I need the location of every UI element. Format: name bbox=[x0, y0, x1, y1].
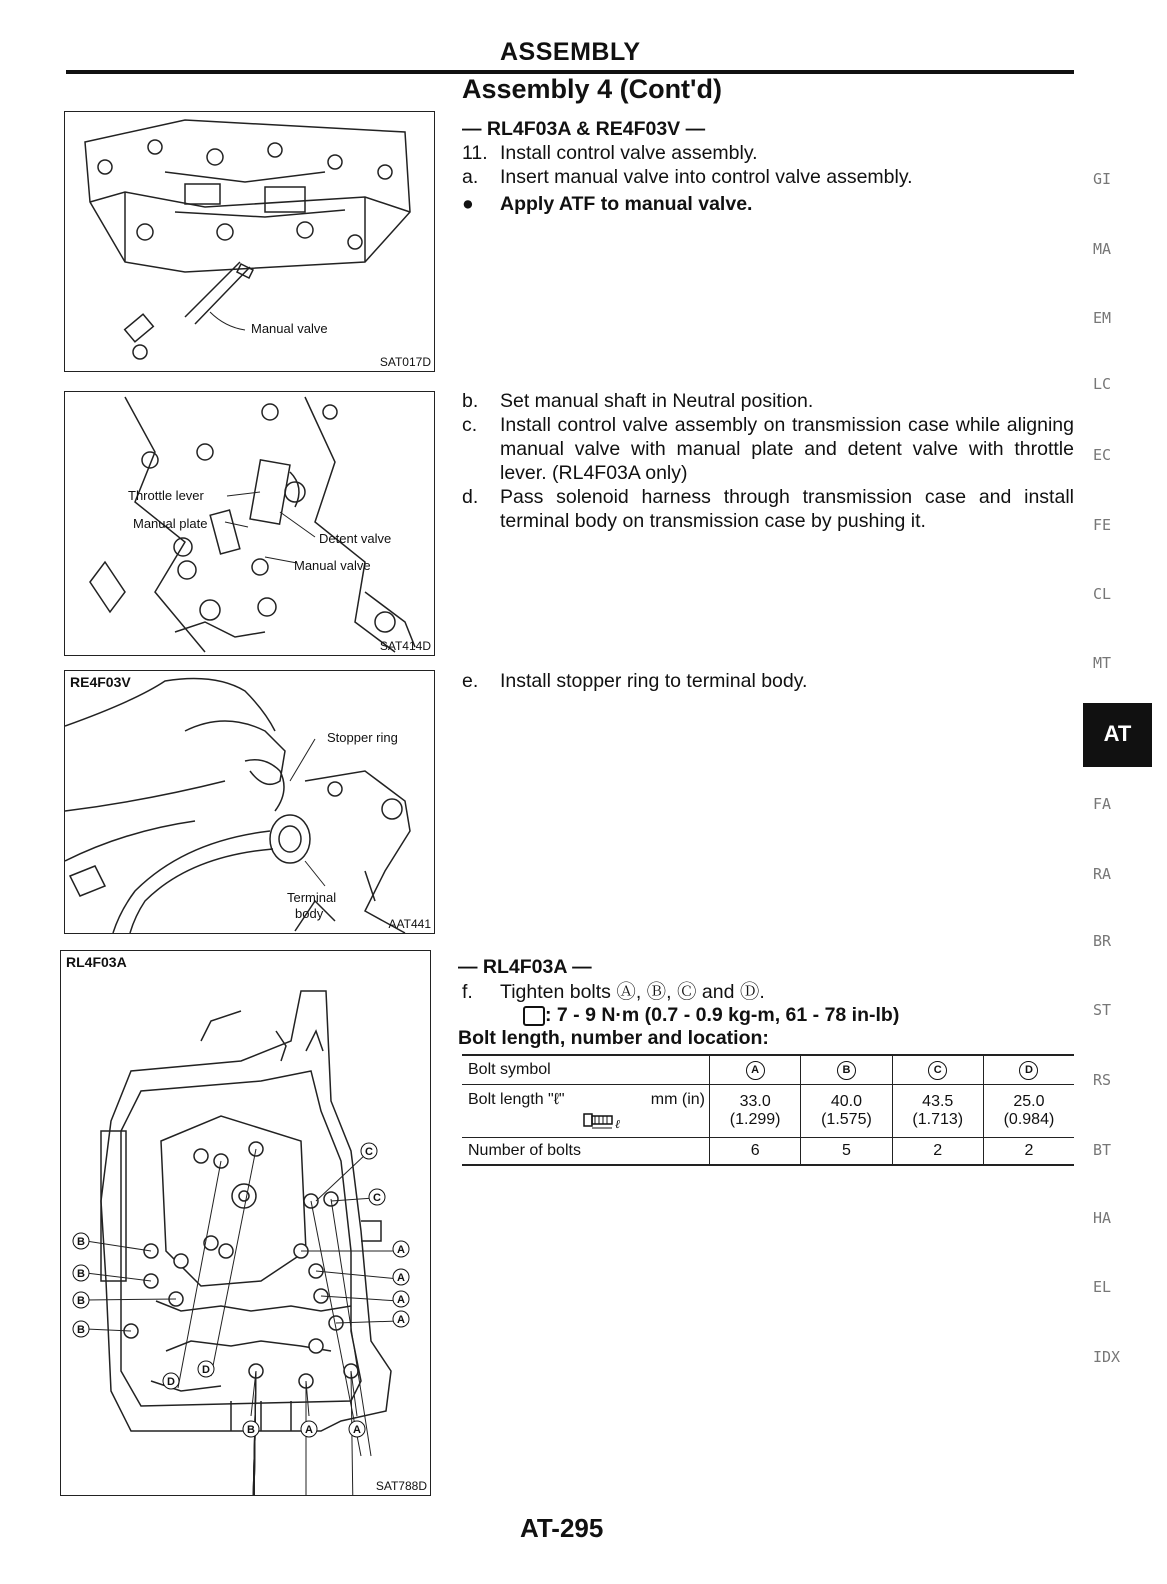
table-cell bbox=[983, 1055, 1074, 1085]
bolt-callout-a bbox=[301, 1421, 317, 1437]
svg-text:ℓ: ℓ bbox=[615, 1117, 620, 1129]
table-cell bbox=[710, 1085, 801, 1138]
step-label: 11. bbox=[462, 142, 488, 164]
stopper-ring-illustration bbox=[65, 671, 434, 933]
figure-corner-label: RL4F03A bbox=[66, 954, 127, 970]
tab-ec[interactable]: EC bbox=[1093, 446, 1112, 464]
svg-text:B: B bbox=[77, 1324, 85, 1336]
svg-text:D: D bbox=[202, 1364, 210, 1376]
torque-value: : 7 - 9 N·m (0.7 - 0.9 kg-m, 61 - 78 in-lb) bbox=[545, 1004, 900, 1026]
length-in: (1.299) bbox=[729, 1111, 781, 1128]
length-mm: 33.0 bbox=[739, 1093, 771, 1110]
figure-valve-alignment bbox=[64, 391, 435, 656]
label-manual-valve: Manual valve bbox=[294, 558, 371, 573]
control-valve-illustration bbox=[65, 112, 434, 371]
step-label: b. bbox=[462, 390, 479, 412]
tab-em[interactable]: EM bbox=[1093, 309, 1112, 327]
svg-text:C: C bbox=[373, 1192, 381, 1204]
bolt-callout-b bbox=[243, 1421, 259, 1437]
step-label: c. bbox=[462, 414, 478, 436]
heading-rl4f03a-re4f03v: — RL4F03A & RE4F03V — bbox=[462, 118, 706, 140]
step-label: d. bbox=[462, 486, 479, 508]
figure-bolt-locations bbox=[60, 950, 431, 1496]
step-text: Insert manual valve into control valve assembly. bbox=[500, 166, 913, 188]
row-header bbox=[462, 1085, 710, 1138]
svg-text:D: D bbox=[167, 1376, 175, 1388]
step-text: Pass solenoid harness through transmission case and install terminal body on transmission case by pushing it. bbox=[500, 486, 1074, 532]
table-cell bbox=[892, 1085, 983, 1138]
label-body: body bbox=[295, 906, 324, 921]
table-title: Bolt length, number and location: bbox=[458, 1027, 769, 1049]
figure-code: AAT441 bbox=[388, 917, 431, 931]
length-mm: 43.5 bbox=[922, 1093, 954, 1110]
tab-cl[interactable]: CL bbox=[1093, 585, 1112, 603]
svg-text:B: B bbox=[77, 1268, 85, 1280]
figure-manual-valve bbox=[64, 111, 435, 372]
bullet-icon: ● bbox=[462, 193, 474, 215]
svg-text:B: B bbox=[77, 1236, 85, 1248]
table-cell: 2 bbox=[892, 1138, 983, 1166]
label-throttle-lever: Throttle lever bbox=[128, 488, 204, 503]
alignment-illustration bbox=[65, 392, 434, 655]
table-cell: 5 bbox=[801, 1138, 892, 1166]
tab-fa[interactable]: FA bbox=[1093, 795, 1112, 813]
page-subtitle: Assembly 4 (Cont'd) bbox=[462, 74, 722, 104]
bolt-symbol-d: D bbox=[1019, 1061, 1038, 1080]
tab-mt[interactable]: MT bbox=[1093, 654, 1112, 672]
table-row bbox=[462, 1055, 1074, 1085]
bolt-symbol-a: A bbox=[746, 1061, 765, 1080]
svg-text:A: A bbox=[397, 1314, 405, 1326]
step-text: Apply ATF to manual valve. bbox=[500, 193, 753, 215]
step-text: Install stopper ring to terminal body. bbox=[500, 670, 808, 692]
step-label: f. bbox=[462, 981, 473, 1003]
tab-ra[interactable]: RA bbox=[1093, 865, 1112, 883]
step-text: Install control valve assembly. bbox=[500, 142, 758, 164]
unit-label: mm (in) bbox=[650, 1091, 705, 1108]
length-mm: 25.0 bbox=[1013, 1093, 1045, 1110]
torque-wrench-icon bbox=[523, 1006, 545, 1026]
length-in: (0.984) bbox=[1003, 1111, 1055, 1128]
tab-ha[interactable]: HA bbox=[1093, 1209, 1112, 1227]
svg-text:A: A bbox=[397, 1272, 405, 1284]
table-cell bbox=[801, 1055, 892, 1085]
step-label: e. bbox=[462, 670, 479, 692]
bolt-diagram-icon bbox=[582, 1111, 622, 1129]
table-row bbox=[462, 1138, 1074, 1166]
tab-el[interactable]: EL bbox=[1093, 1278, 1112, 1296]
label-terminal: Terminal bbox=[287, 890, 337, 905]
bolt-symbol-c: C bbox=[928, 1061, 947, 1080]
bolt-spec-table bbox=[462, 1054, 1074, 1166]
bolt-length-label: Bolt length "ℓ" bbox=[468, 1091, 565, 1108]
label-detent-valve: Detent valve bbox=[319, 531, 392, 546]
label-stopper-ring: Stopper ring bbox=[327, 730, 398, 745]
figure-code: SAT017D bbox=[379, 355, 431, 369]
step-text: Install control valve assembly on transmission case while aligning manual valve with manual plate and detent valve with throttle lever. (RL4F03A only) bbox=[500, 414, 1074, 484]
tab-bt[interactable]: BT bbox=[1093, 1141, 1112, 1159]
table-cell: 2 bbox=[983, 1138, 1074, 1166]
section-title: ASSEMBLY bbox=[500, 38, 641, 66]
heading-rl4f03a: — RL4F03A — bbox=[458, 956, 592, 978]
svg-text:A: A bbox=[353, 1424, 361, 1436]
figure-stopper-ring bbox=[64, 670, 435, 934]
tab-st[interactable]: ST bbox=[1093, 1001, 1112, 1019]
table-cell bbox=[710, 1055, 801, 1085]
row-header: Number of bolts bbox=[462, 1138, 710, 1166]
table-cell bbox=[892, 1055, 983, 1085]
svg-text:B: B bbox=[247, 1424, 255, 1436]
tab-idx[interactable]: IDX bbox=[1093, 1348, 1121, 1366]
svg-text:A: A bbox=[397, 1244, 405, 1256]
table-cell: 6 bbox=[710, 1138, 801, 1166]
label-manual-valve: Manual valve bbox=[251, 321, 328, 336]
tab-lc[interactable]: LC bbox=[1093, 375, 1112, 393]
step-text: Set manual shaft in Neutral position. bbox=[500, 390, 814, 412]
table-cell bbox=[801, 1085, 892, 1138]
figure-code: SAT788D bbox=[375, 1479, 427, 1493]
table-row bbox=[462, 1085, 1074, 1138]
svg-text:A: A bbox=[305, 1424, 313, 1436]
figure-code: SAT414D bbox=[379, 639, 431, 653]
svg-text:B: B bbox=[77, 1295, 85, 1307]
row-header: Bolt symbol bbox=[462, 1055, 710, 1085]
figure-corner-label: RE4F03V bbox=[70, 674, 131, 690]
bolt-callout-a bbox=[349, 1421, 365, 1437]
tab-fe[interactable]: FE bbox=[1093, 516, 1112, 534]
tab-active-at[interactable]: AT bbox=[1083, 703, 1152, 767]
svg-text:A: A bbox=[397, 1294, 405, 1306]
length-in: (1.575) bbox=[821, 1111, 872, 1128]
table-cell bbox=[983, 1085, 1074, 1138]
label-manual-plate: Manual plate bbox=[133, 516, 208, 531]
tab-rs[interactable]: RS bbox=[1093, 1071, 1112, 1089]
torque-spec bbox=[523, 1003, 899, 1027]
bolt-callouts-lower bbox=[61, 951, 430, 1495]
step-label: a. bbox=[462, 166, 479, 188]
tab-gi[interactable]: GI bbox=[1093, 170, 1112, 188]
length-in: (1.713) bbox=[912, 1111, 964, 1128]
length-mm: 40.0 bbox=[830, 1093, 863, 1110]
step-text: Tighten bolts Ⓐ, Ⓑ, Ⓒ and Ⓓ. bbox=[500, 981, 765, 1003]
page-number: AT-295 bbox=[520, 1513, 604, 1543]
tab-br[interactable]: BR bbox=[1093, 932, 1112, 950]
tab-ma[interactable]: MA bbox=[1093, 240, 1112, 258]
bolt-symbol-b: B bbox=[837, 1061, 856, 1080]
svg-text:C: C bbox=[365, 1146, 373, 1158]
